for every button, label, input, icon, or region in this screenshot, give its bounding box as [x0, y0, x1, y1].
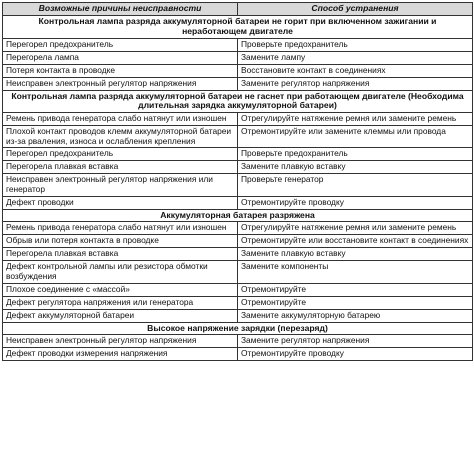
- remedy-cell: Отремонтируйте проводку: [238, 348, 473, 361]
- table-row: [3, 51, 473, 64]
- cause-cell: Обрыв или потеря контакта в проводке: [3, 235, 238, 248]
- cause-cell: Перегорел предохранитель: [3, 148, 238, 161]
- table-row: [3, 222, 473, 235]
- table-row: [3, 174, 473, 196]
- remedy-cell: Замените плавкую вставку: [238, 161, 473, 174]
- column-header-remedy: Способ устранения: [238, 3, 473, 16]
- troubleshooting-table: [2, 2, 473, 361]
- cause-cell: Перегорел предохранитель: [3, 38, 238, 51]
- table-row: [3, 77, 473, 90]
- remedy-cell: Замените плавкую вставку: [238, 248, 473, 261]
- remedy-cell: Отремонтируйте проводку: [238, 196, 473, 209]
- cause-cell: Дефект регулятора напряжения или генератора: [3, 296, 238, 309]
- cause-cell: Дефект проводки измерения напряжения: [3, 348, 238, 361]
- cause-cell: Неисправен электронный регулятор напряжения: [3, 77, 238, 90]
- table-row: [3, 126, 473, 148]
- cause-cell: Перегорела плавкая вставка: [3, 248, 238, 261]
- table-row: [3, 348, 473, 361]
- table-row: [3, 38, 473, 51]
- table-row: [3, 64, 473, 77]
- remedy-cell: Замените регулятор напряжения: [238, 335, 473, 348]
- table-row: [3, 248, 473, 261]
- section-title: Высокое напряжение зарядки (перезаряд): [3, 322, 473, 335]
- remedy-cell: Отремонтируйте или восстановите контакт в соединениях: [238, 235, 473, 248]
- remedy-cell: Отрегулируйте натяжение ремня или замените ремень: [238, 222, 473, 235]
- remedy-cell: Замените компоненты: [238, 261, 473, 283]
- table-row: [3, 296, 473, 309]
- cause-cell: Дефект контрольной лампы или резистора обмотки возбуждения: [3, 261, 238, 283]
- table-row: [3, 335, 473, 348]
- table-row: [3, 196, 473, 209]
- remedy-cell: Проверьте генератор: [238, 174, 473, 196]
- section-row: [3, 209, 473, 222]
- table-row: [3, 113, 473, 126]
- cause-cell: Плохое соединение с «массой»: [3, 283, 238, 296]
- table-row: [3, 148, 473, 161]
- remedy-cell: Замените аккумуляторную батарею: [238, 309, 473, 322]
- table-header-row: [3, 3, 473, 16]
- troubleshooting-sheet: [2, 2, 472, 361]
- remedy-cell: Проверьте предохранитель: [238, 38, 473, 51]
- table-row: [3, 261, 473, 283]
- column-header-cause: Возможные причины неисправности: [3, 3, 238, 16]
- section-title: Контрольная лампа разряда аккумуляторной батареи не горит при включенном зажигании и неработающем двигателе: [3, 16, 473, 39]
- section-title: Контрольная лампа разряда аккумуляторной батареи не гаснет при работающем двигателе (Необходима длительная зарядка аккумуляторной батареи): [3, 90, 473, 113]
- table-row: [3, 235, 473, 248]
- cause-cell: Неисправен электронный регулятор напряжения: [3, 335, 238, 348]
- remedy-cell: Отремонтируйте: [238, 296, 473, 309]
- remedy-cell: Отрегулируйте натяжение ремня или замените ремень: [238, 113, 473, 126]
- cause-cell: Перегорела лампа: [3, 51, 238, 64]
- section-title: Аккумуляторная батарея разряжена: [3, 209, 473, 222]
- cause-cell: Ремень привода генератора слабо натянут или изношен: [3, 222, 238, 235]
- section-row: [3, 90, 473, 113]
- remedy-cell: Замените регулятор напряжения: [238, 77, 473, 90]
- section-row: [3, 322, 473, 335]
- cause-cell: Плохой контакт проводов клемм аккумуляторной батареи из-за рваления, износа и ослабления крепления: [3, 126, 238, 148]
- remedy-cell: Восстановите контакт в соединениях: [238, 64, 473, 77]
- cause-cell: Потеря контакта в проводке: [3, 64, 238, 77]
- table-row: [3, 309, 473, 322]
- cause-cell: Перегорела плавкая вставка: [3, 161, 238, 174]
- remedy-cell: Отремонтируйте или замените клеммы или провода: [238, 126, 473, 148]
- remedy-cell: Замените лампу: [238, 51, 473, 64]
- cause-cell: Дефект аккумуляторной батареи: [3, 309, 238, 322]
- remedy-cell: Проверьте предохранитель: [238, 148, 473, 161]
- cause-cell: Ремень привода генератора слабо натянут или изношен: [3, 113, 238, 126]
- cause-cell: Дефект проводки: [3, 196, 238, 209]
- cause-cell: Неисправен электронный регулятор напряжения или генератор: [3, 174, 238, 196]
- table-row: [3, 161, 473, 174]
- table-row: [3, 283, 473, 296]
- table-body: [3, 16, 473, 361]
- remedy-cell: Отремонтируйте: [238, 283, 473, 296]
- section-row: [3, 16, 473, 39]
